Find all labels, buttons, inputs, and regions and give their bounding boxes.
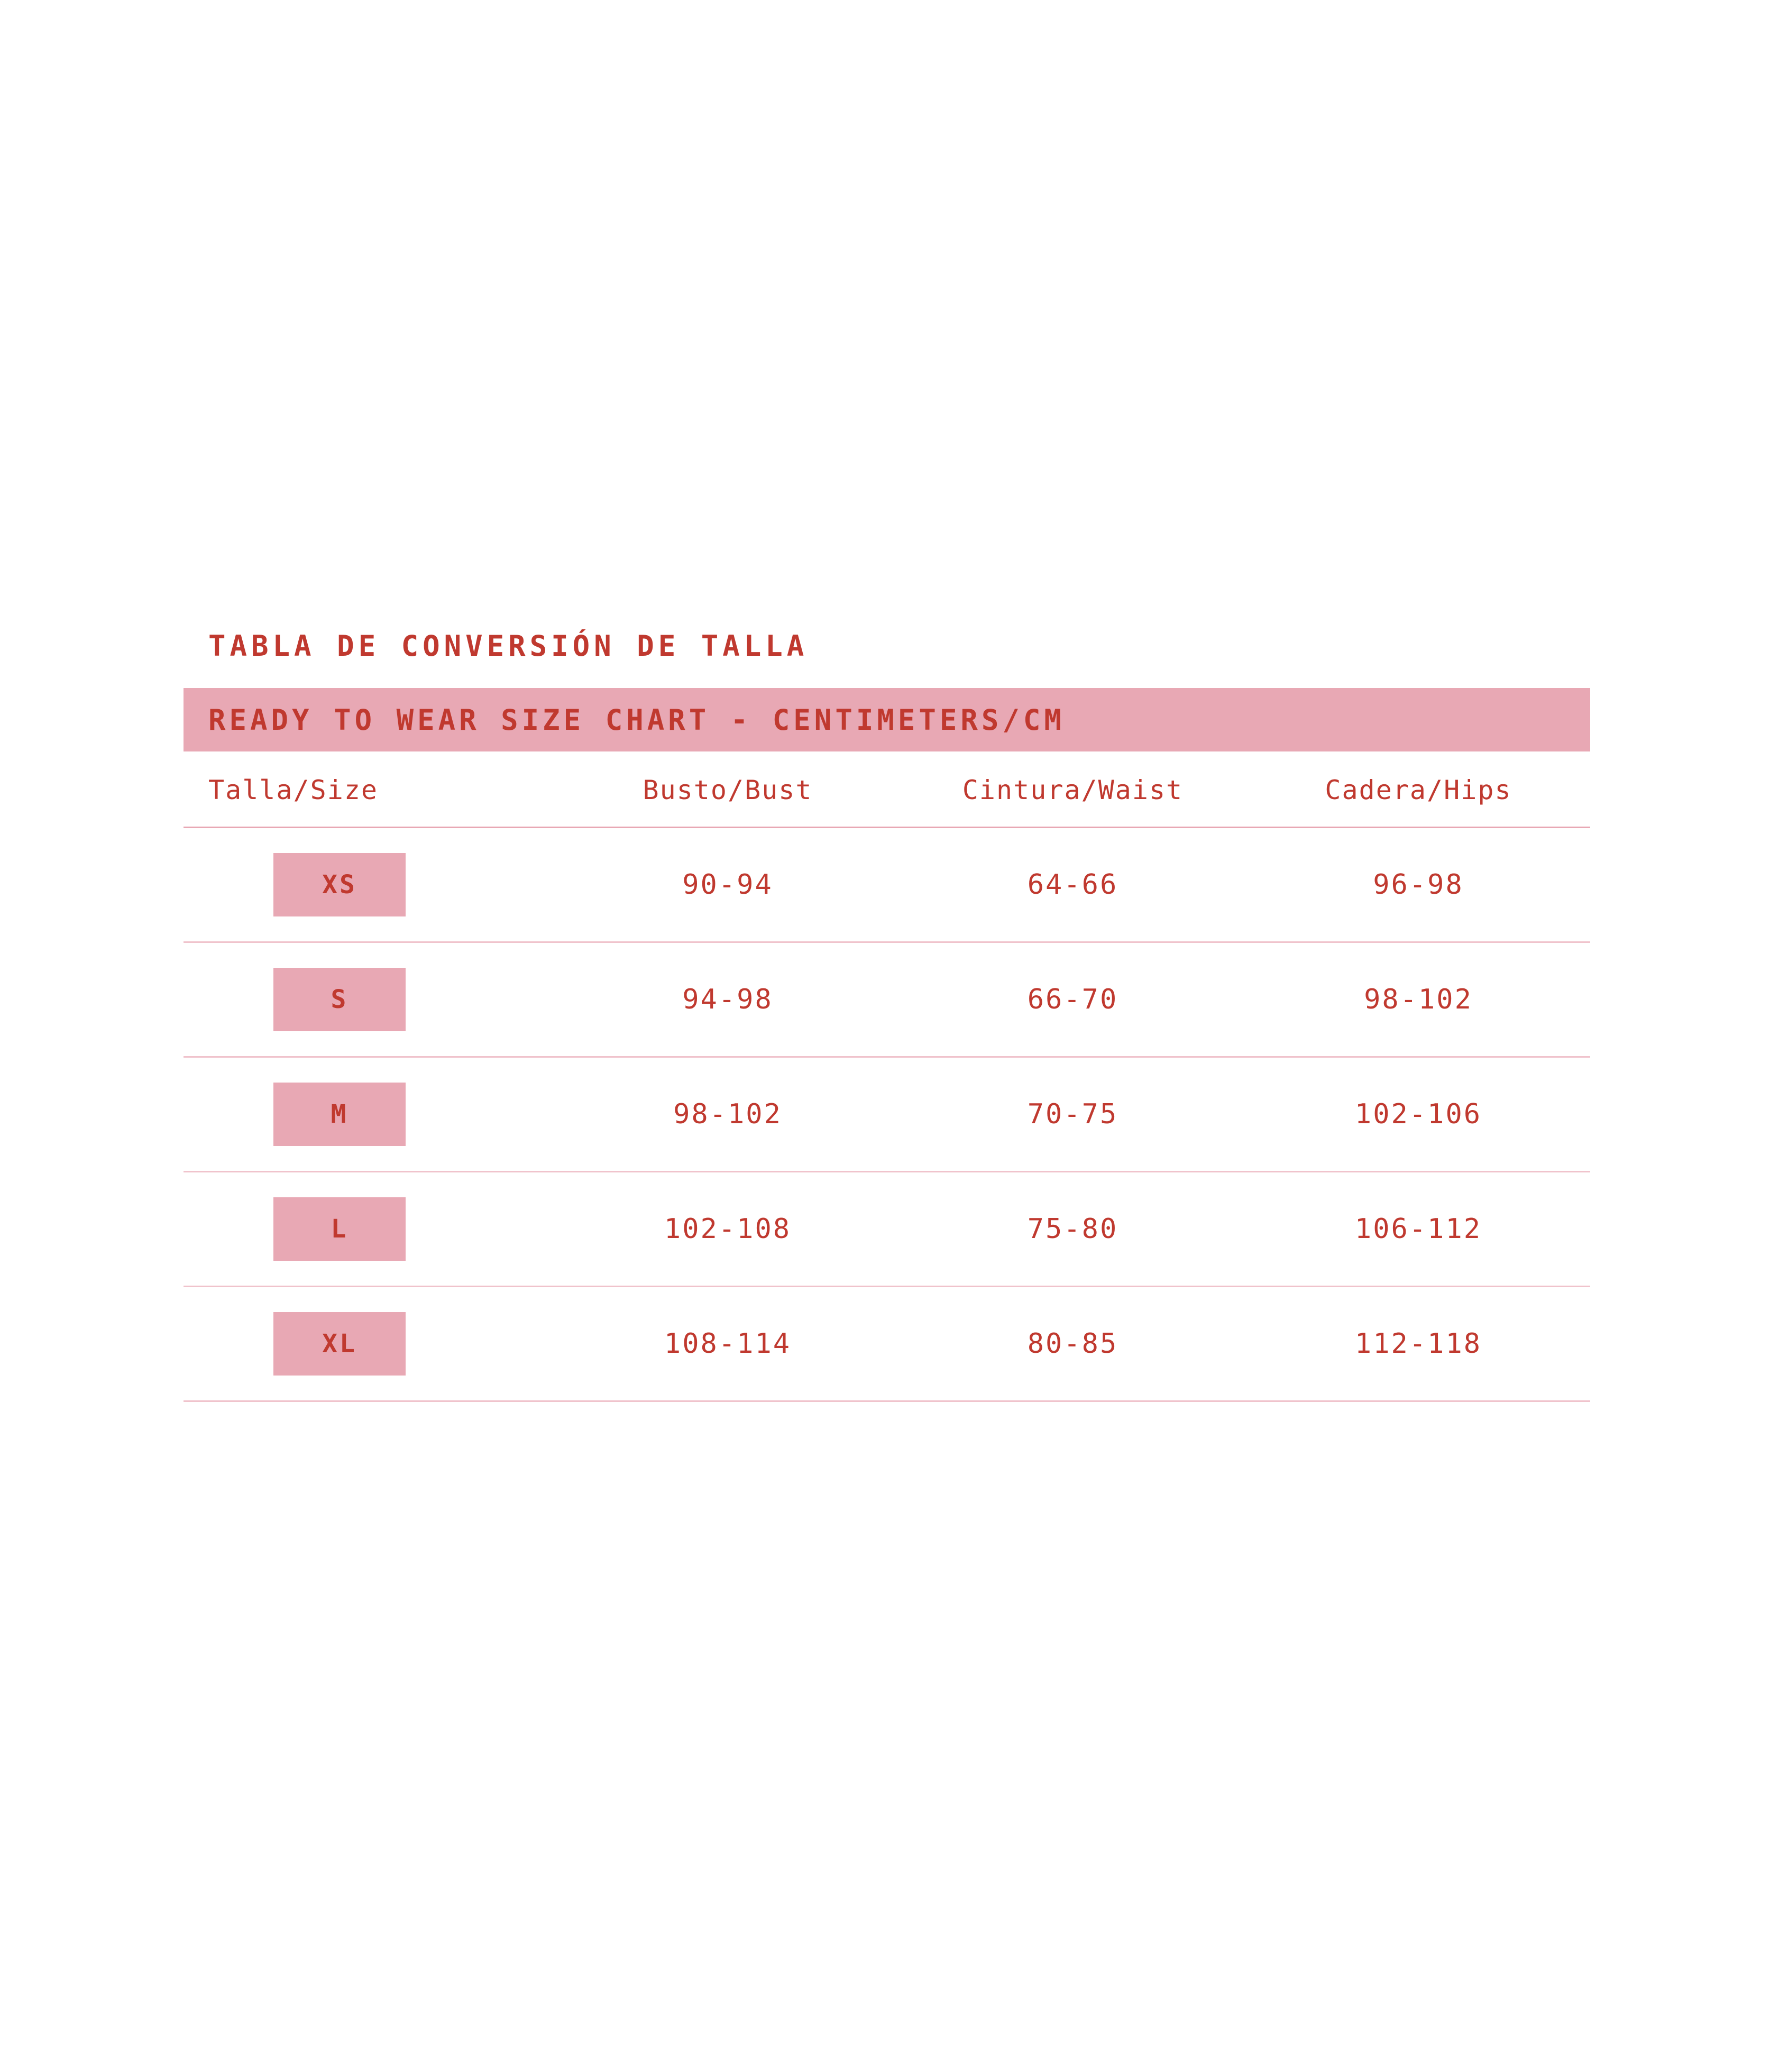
table-row [184,1287,1590,1401]
bust-value: 90-94 [556,828,899,942]
column-header-waist: Cintura/Waist [899,751,1246,828]
size-cell [184,828,556,942]
table-header-row [184,751,1590,828]
size-badge: M [273,1083,406,1146]
hips-value: 98-102 [1246,942,1590,1057]
table-row [184,942,1590,1057]
size-badge: L [273,1197,406,1261]
size-cell [184,942,556,1057]
size-chart-block [184,629,1590,1402]
size-cell [184,1287,556,1401]
size-badge: XS [273,853,406,916]
size-badge: XL [273,1312,406,1376]
bust-value: 108-114 [556,1287,899,1401]
size-cell [184,1172,556,1287]
hips-value: 112-118 [1246,1287,1590,1401]
hips-value: 96-98 [1246,828,1590,942]
bust-value: 102-108 [556,1172,899,1287]
waist-value: 75-80 [899,1172,1246,1287]
hips-value: 106-112 [1246,1172,1590,1287]
bust-value: 98-102 [556,1057,899,1172]
size-badge: S [273,968,406,1031]
waist-value: 70-75 [899,1057,1246,1172]
chart-banner [184,688,1590,751]
hips-value: 102-106 [1246,1057,1590,1172]
table-row [184,828,1590,942]
bust-value: 94-98 [556,942,899,1057]
waist-value: 66-70 [899,942,1246,1057]
column-header-size: Talla/Size [184,751,556,828]
column-header-bust: Busto/Bust [556,751,899,828]
chart-banner-label: READY TO WEAR SIZE CHART - CENTIMETERS/CM [208,703,1065,737]
waist-value: 80-85 [899,1287,1246,1401]
size-cell [184,1057,556,1172]
table-row [184,1057,1590,1172]
page-title: TABLA DE CONVERSIÓN DE TALLA [208,629,809,663]
column-header-hips: Cadera/Hips [1246,751,1590,828]
size-chart-table [184,751,1590,1402]
waist-value: 64-66 [899,828,1246,942]
table-row [184,1172,1590,1287]
